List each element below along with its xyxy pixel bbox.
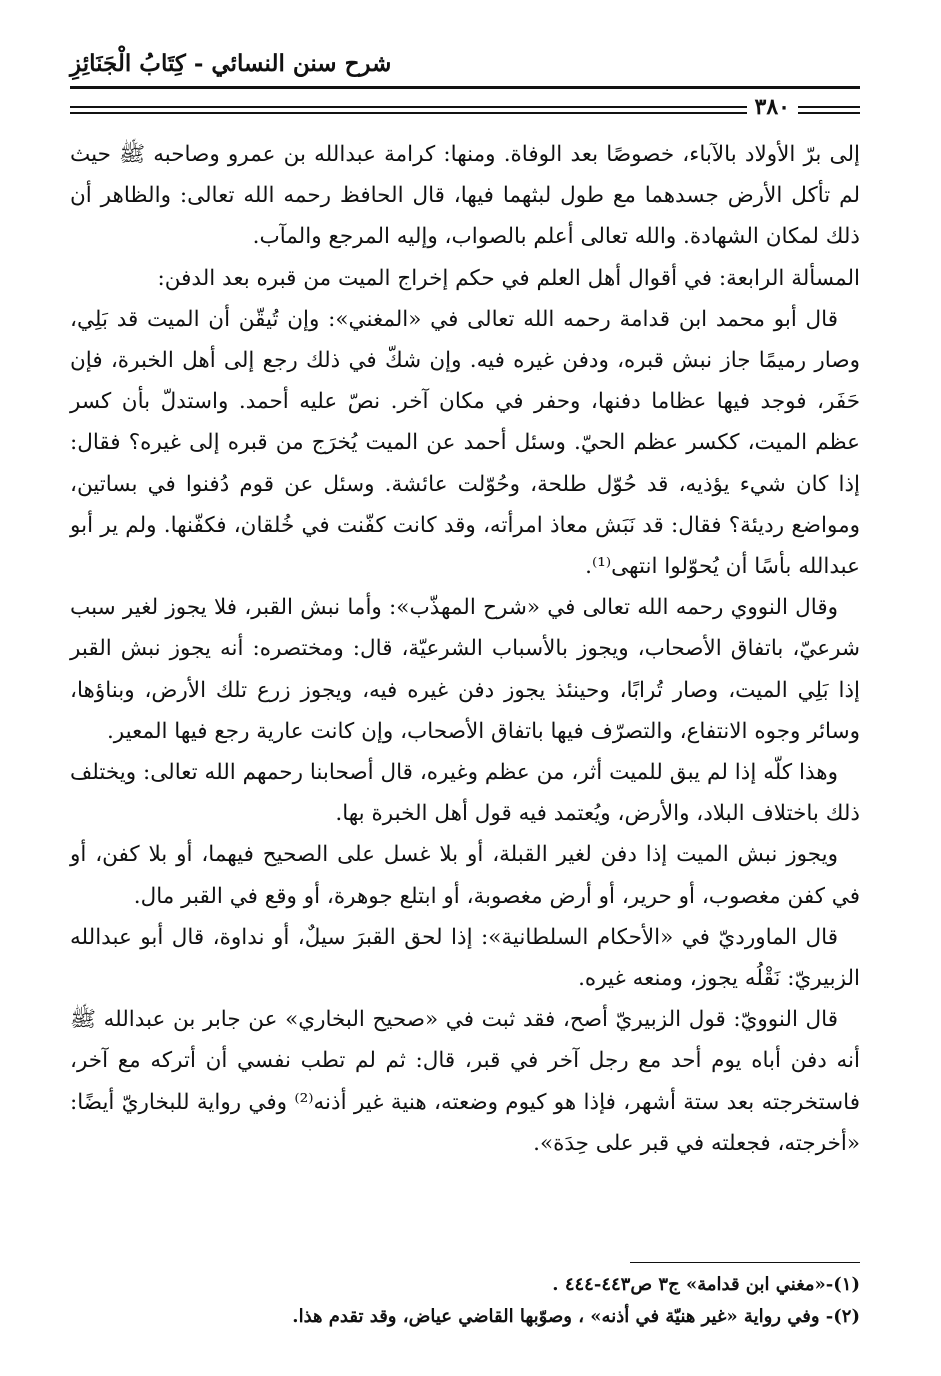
paragraph-exhumation: ويجوز نبش الميت إذا دفن لغير القبلة، أو بلا غسل على الصحيح فيهما، أو بلا كفن، أو في كفن مغصوب، أو حرير، أو أرض مغصوبة، أو ابتلع جوهرة، أو وقع في القبر مال. bbox=[70, 842, 860, 909]
double-rule-top bbox=[70, 106, 860, 108]
paragraph-ibn-qudama: قال أبو محمد ابن قدامة رحمه الله تعالى في «المغني»: وإن تُيقّن أن الميت قد بَلِي، وصار رميمًا جاز نبش قبره، ودفن غيره فيه. وإن شكّ في ذلك رجع إلى أهل الخبرة، فإن حَفَر، فوجد فيها عظاما دفنها، وحفر في مكان آخر. نصّ عليه أحمد. واستدلّ بأن كسر عظم الميت، ككسر عظم الحيّ. وسئل أحمد عن الميت يُخرَج من قبره إلى غيره؟ فقال: إذا كان شيء يؤذيه، قد حُوّل طلحة، وحُوّلت عائشة. وسئل عن قوم دُفنوا في بساتين، ومواضع رديئة؟ فقال: قد نَبَش معاذ امرأته، وقد كانت كفّنت في خُلقان، فكفّنها. ولم ير أبو عبدالله بأسًا أن يُحوّلوا انتهى⁽¹⁾. bbox=[70, 306, 860, 580]
page-body bbox=[70, 134, 860, 1164]
paragraph-mawardi: قال الماورديّ في «الأحكام السلطانية»: إذا لحق القبرَ سيلٌ، أو نداوة، قال أبو عبدالله الزبيريّ: نَقْلُه يجوز، ومنعه غيره. bbox=[70, 924, 860, 992]
header-rule bbox=[70, 86, 860, 89]
paragraph-jabir: قال النوويّ: قول الزبيريّ أصح، فقد ثبت في «صحيح البخاري» عن جابر بن عبدالله ﷺ أنه دفن أباه يوم أحد مع رجل آخر في قبر، قال: ثم لم تطب نفسي أن أتركه مع آخر، فاستخرجته بعد ستة أشهر، فإذا هو كيوم وضعته، هنية غير أذنه⁽²⁾ وفي رواية للبخاريّ أيضًا: «أخرجته، فجعلته في قبر على حِدَة». bbox=[70, 1007, 860, 1156]
footnotes bbox=[70, 1262, 860, 1333]
page-number-row bbox=[70, 96, 860, 130]
running-title: شرح سنن النسائي - كِتَابُ الْجَنَائِزِ bbox=[70, 50, 392, 77]
footnote-rule bbox=[630, 1262, 860, 1263]
page-header bbox=[70, 40, 860, 82]
page bbox=[70, 40, 860, 1164]
footnote-2: (٢)- وفي رواية «غير هنيّة في أذنه» ، وصوّبها القاضي عياض، وقد تقدم هذا. bbox=[292, 1306, 860, 1327]
footnote-1: (١)-«مغني ابن قدامة» ج٣ ص٤٤٣-٤٤٤ . bbox=[552, 1274, 860, 1295]
paragraph-section-heading: المسألة الرابعة: في أقوال أهل العلم في حكم إخراج الميت من قبره بعد الدفن: bbox=[157, 265, 860, 291]
page-number: ٣٨٠ bbox=[747, 94, 798, 120]
paragraph-remains: وهذا كلّه إذا لم يبق للميت أثر، من عظم وغيره، قال أصحابنا رحمهم الله تعالى: ويختلف ذلك باختلاف البلاد، والأرض، ويُعتمد فيه قول أهل الخبرة بها. bbox=[70, 760, 860, 827]
paragraph-intro: إلى برّ الأولاد بالآباء، خصوصًا بعد الوفاة. ومنها: كرامة عبدالله بن عمرو وصاحبه ﷺ حيث لم تأكل الأرض جسدهما مع طول لبثهما فيها، قال الحافظ رحمه الله تعالى: والظاهر أن ذلك لمكان الشهادة. والله تعالى أعلم بالصواب، وإليه المرجع والمآب. bbox=[70, 142, 860, 250]
paragraph-nawawi: وقال النووي رحمه الله تعالى في «شرح المهذّب»: وأما نبش القبر، فلا يجوز لغير سبب شرعيّ، باتفاق الأصحاب، ويجوز بالأسباب الشرعيّة، قال: ومختصره: أنه يجوز نبش القبر إذا بَلِي الميت، وصار تُرابًا، وحينئذ يجوز دفن غيره فيه، ويجوز زرع تلك الأرض، وبناؤها، وسائر وجوه الانتفاع، والتصرّف فيها باتفاق الأصحاب، وإن كانت عارية رجع فيها المعير. bbox=[70, 595, 860, 744]
double-rule-bottom bbox=[70, 112, 860, 114]
